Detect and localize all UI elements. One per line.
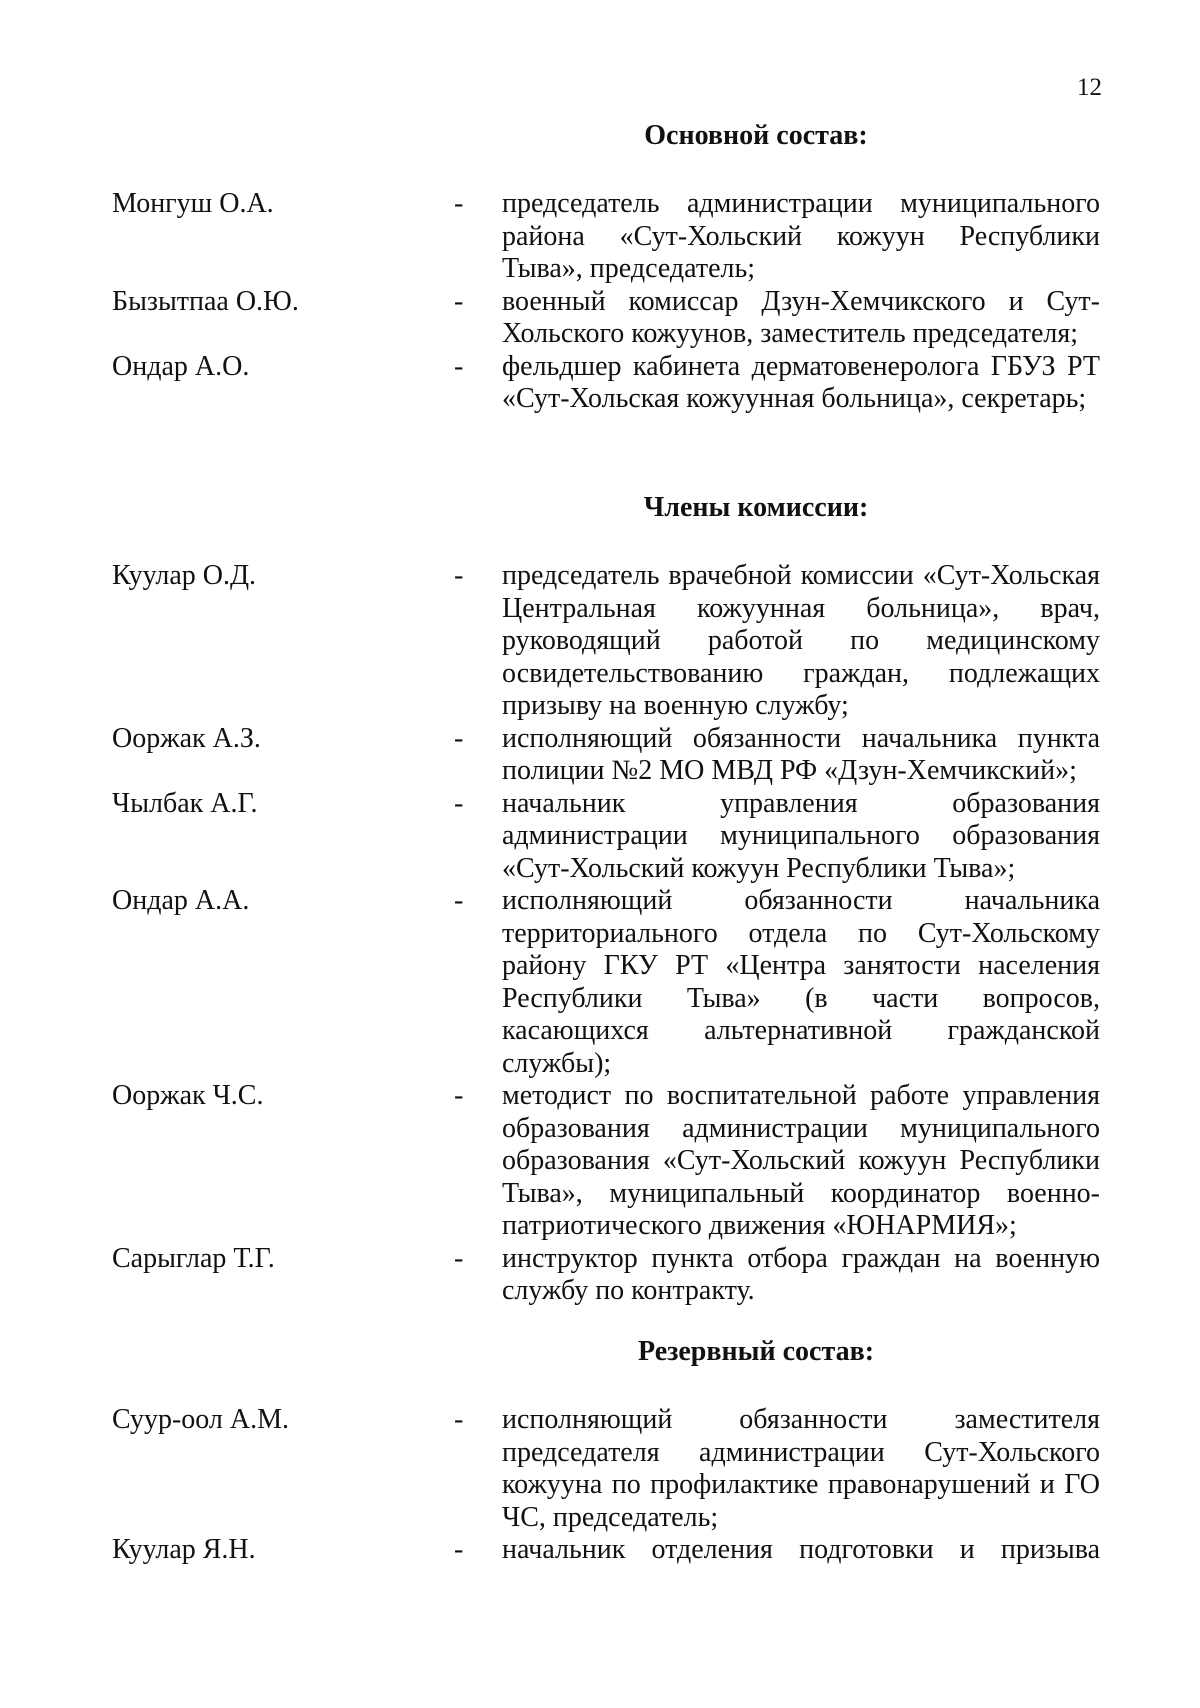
member-row xyxy=(112,560,1100,723)
member-dash: - xyxy=(454,350,464,382)
member-name: Монгуш О.А. xyxy=(112,188,274,219)
member-name: Чылбак А.Г. xyxy=(112,787,258,819)
member-row xyxy=(112,788,1100,886)
member-name: Бызытпаа О.Ю. xyxy=(112,285,299,317)
section-reserve-composition xyxy=(112,1336,1100,1567)
member-description: начальник отделения подготовки и призыва xyxy=(502,1534,1100,1565)
member-dash: - xyxy=(454,885,464,916)
member-dash: - xyxy=(454,1242,464,1274)
member-name: Ооржак А.З. xyxy=(112,722,261,754)
member-name: Куулар Я.Н. xyxy=(112,1534,256,1565)
member-row xyxy=(112,351,1100,416)
member-row xyxy=(112,188,1100,286)
member-name: Ооржак Ч.С. xyxy=(112,1080,264,1111)
member-name: Сарыглар Т.Г. xyxy=(112,1242,275,1274)
member-name: Ондар А.О. xyxy=(112,350,250,382)
member-row xyxy=(112,1080,1100,1243)
member-dash: - xyxy=(454,285,464,317)
member-description: начальник управления образования администрации муниципального образования «Сут-Хольский кожуун Республики Тыва»; xyxy=(502,787,1100,884)
member-row xyxy=(112,1534,1100,1567)
member-row xyxy=(112,1243,1100,1308)
member-dash: - xyxy=(454,560,464,591)
member-dash: - xyxy=(454,1404,464,1435)
section-commission-members xyxy=(112,492,1100,1308)
member-description: исполняющий обязанности начальника территориального отдела по Сут-Хольскому району ГКУ РТ «Центра занятости населения Республики Тыва» (в части вопросов, касающихся альтернативной гражданской службы); xyxy=(502,885,1100,1079)
member-description: методист по воспитательной работе управления образования администрации муниципального образования «Сут-Хольский кожуун Республики Тыва», муниципальный координатор военно-патриотического движения «ЮНАРМИЯ»; xyxy=(502,1080,1100,1241)
member-name: Ондар А.А. xyxy=(112,885,250,916)
member-dash: - xyxy=(454,1534,464,1565)
page-number: 12 xyxy=(1077,74,1102,101)
member-description: исполняющий обязанности начальника пункта полиции №2 МО МВД РФ «Дзун-Хемчикский»; xyxy=(502,722,1100,786)
member-description: исполняющий обязанности заместителя председателя администрации Сут-Хольского кожууна по профилактике правонарушений и ГО ЧС, председатель; xyxy=(502,1404,1100,1533)
section-heading: Резервный состав: xyxy=(637,1336,875,1367)
section-heading: Члены комиссии: xyxy=(643,492,869,523)
member-row xyxy=(112,723,1100,788)
section-heading: Основной состав: xyxy=(644,120,868,151)
member-row xyxy=(112,286,1100,351)
member-description: председатель администрации муниципального района «Сут-Хольский кожуун Республики Тыва», председатель; xyxy=(502,188,1100,284)
member-dash: - xyxy=(454,722,464,754)
member-description: инструктор пункта отбора граждан на военную службу по контракту. xyxy=(502,1242,1100,1306)
member-dash: - xyxy=(454,1080,464,1111)
member-name: Куулар О.Д. xyxy=(112,560,257,591)
member-row xyxy=(112,885,1100,1080)
member-dash: - xyxy=(454,787,464,819)
section-main-composition xyxy=(112,120,1100,416)
member-name: Суур-оол А.М. xyxy=(112,1404,290,1435)
member-description: военный комиссар Дзун-Хемчикского и Сут-Хольского кожуунов, заместитель председателя; xyxy=(502,285,1100,349)
member-dash: - xyxy=(454,188,464,219)
member-description: председатель врачебной комиссии «Сут-Хольская Центральная кожуунная больница», врач, руководящий работой по медицинскому освидетельствованию граждан, подлежащих призыву на военную службу; xyxy=(502,560,1100,721)
member-row xyxy=(112,1404,1100,1534)
member-description: фельдшер кабинета дерматовенеролога ГБУЗ РТ «Сут-Хольская кожуунная больница», секретарь; xyxy=(502,350,1100,414)
